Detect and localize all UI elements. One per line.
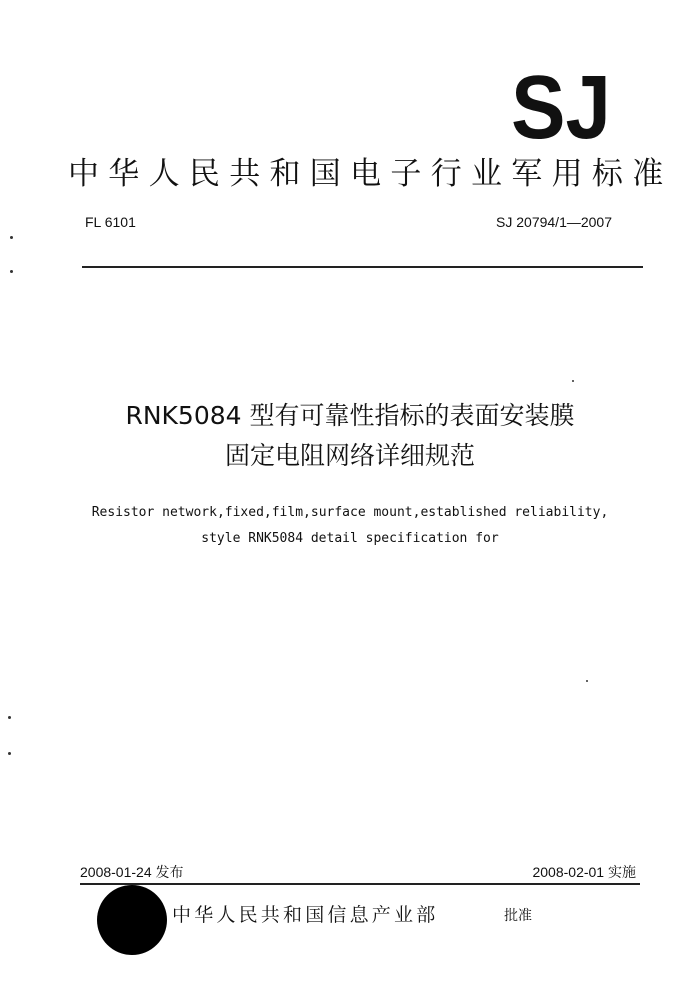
implement-date: 2008-02-01 实施 — [532, 864, 636, 880]
footer-divider — [80, 883, 640, 885]
scan-speck — [586, 680, 588, 682]
title-cn-line-1: RNK5084 型有可靠性指标的表面安装膜 — [125, 401, 575, 430]
header-divider — [82, 266, 643, 268]
sj-logo-text: SJ — [511, 70, 611, 144]
issuing-ministry: 中华人民共和国信息产业部 — [172, 904, 439, 926]
document-title-cn — [0, 396, 700, 476]
standard-code: SJ 20794/1—2007 — [496, 214, 612, 230]
scan-speck — [10, 236, 13, 239]
scan-speck — [10, 270, 13, 273]
document-title-en — [0, 500, 700, 552]
title-cn-line-2: 固定电阻网络详细规范 — [224, 441, 475, 470]
scan-speck — [8, 716, 11, 719]
ministry-seal — [97, 885, 167, 955]
issue-date: 2008-01-24 发布 — [80, 864, 184, 880]
sj-logo — [508, 70, 614, 144]
approve-label: 批准 — [504, 908, 532, 924]
title-en-line-1: Resistor network,fixed,film,surface mount,established reliability, — [91, 505, 609, 520]
scan-speck — [572, 380, 574, 382]
title-en-line-2: style RNK5084 detail specification for — [201, 531, 499, 546]
fl-code: FL 6101 — [85, 214, 136, 230]
scan-speck — [8, 752, 11, 755]
standard-category-title: 中华人民共和国电子行业军用标准 — [68, 156, 673, 192]
